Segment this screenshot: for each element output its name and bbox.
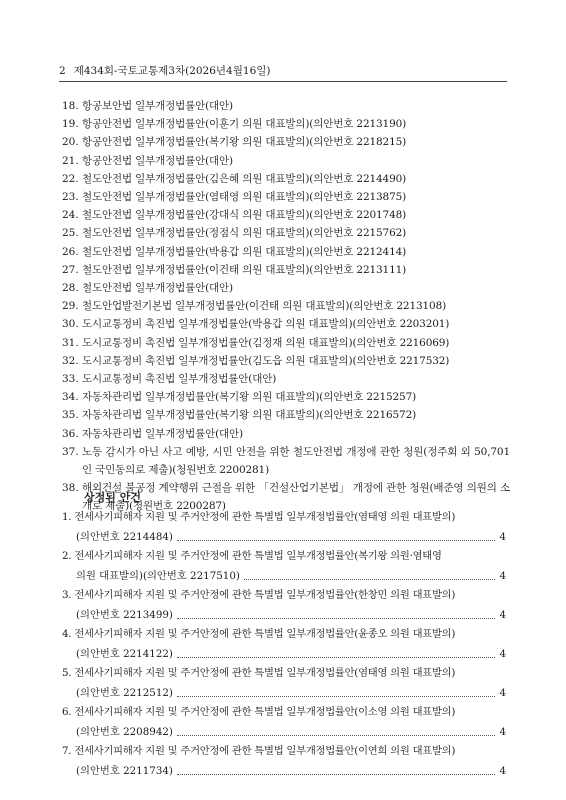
list-item	[62, 188, 510, 206]
item-number: 26.	[62, 245, 79, 258]
item-number: 27.	[62, 263, 79, 276]
list-item	[62, 279, 510, 297]
bill-number: (의안번호 2208942)	[76, 725, 173, 738]
agenda-detail-line	[62, 723, 506, 743]
list-item	[62, 406, 510, 424]
agenda-entry	[62, 664, 506, 703]
page-number: 2	[59, 65, 66, 77]
item-number: 37.	[62, 445, 79, 458]
item-text: 항공안전법 일부개정법률안(대안)	[82, 154, 233, 167]
item-text: 항공안전법 일부개정법률안(복기왕 의원 대표발의)(의안번호 2218215)	[82, 136, 407, 149]
header-rule	[59, 81, 507, 82]
page-ref: 4	[499, 608, 506, 621]
agenda-detail-line	[62, 606, 506, 626]
list-item	[62, 206, 510, 224]
list-item	[62, 152, 510, 170]
page-ref: 4	[499, 686, 506, 699]
item-number: 18.	[62, 100, 79, 112]
page-ref: 4	[499, 647, 506, 660]
bill-number: (의안번호 2214122)	[76, 647, 173, 660]
list-item	[62, 315, 510, 333]
agenda-entry	[62, 742, 506, 781]
item-text: 해외건설 불공정 계약행위 근절을 위한 「건설산업기본법」 개정에 관한 청원(배준영 의원의 소개로 제출)(청원번호 2200287)	[82, 482, 510, 513]
bill-number: (의안번호 2211734)	[76, 764, 173, 777]
page-header	[59, 63, 271, 78]
item-number: 30.	[62, 318, 79, 331]
bill-number: (의안번호 2214484)	[76, 530, 173, 543]
agenda-title: 1. 전세사기피해자 지원 및 주거안정에 관한 특별법 일부개정법률안(염태영 의원 대표발의)	[62, 511, 456, 523]
dot-leader	[177, 606, 495, 620]
agenda-title: 7. 전세사기피해자 지원 및 주거안정에 관한 특별법 일부개정법률안(이연희 의원 대표발의)	[62, 745, 456, 757]
item-text: 철도안전법 일부개정법률안(대안)	[82, 282, 233, 295]
item-number: 28.	[62, 282, 79, 295]
item-number: 35.	[62, 409, 79, 422]
agenda-title: 3. 전세사기피해자 지원 및 주거안정에 관한 특별법 일부개정법률안(한창민 의원 대표발의)	[62, 589, 456, 601]
item-text: 노동 감시가 아닌 사고 예방, 시민 안전을 위한 철도안전법 개정에 관한 청원(정주회 외 50,701인 국민동의로 제출)(청원번호 2200281)	[82, 445, 510, 477]
agenda-title: 2. 전세사기피해자 지원 및 주거안정에 관한 특별법 일부개정법률안(복기왕 의원·염태영	[62, 550, 442, 562]
list-item	[62, 97, 510, 115]
item-number: 29.	[62, 300, 79, 313]
item-text: 자동차관리법 일부개정법률안(복기왕 의원 대표발의)(의안번호 2216572)	[82, 409, 417, 422]
list-item	[62, 443, 510, 479]
item-text: 자동차관리법 일부개정법률안(대안)	[82, 427, 243, 440]
item-text: 철도안전법 일부개정법률안(정점식 의원 대표발의)(의안번호 2215762)	[82, 227, 407, 240]
agenda-entry	[62, 703, 506, 742]
header-title: 제434회-국토교통제3차(2026년4월16일)	[73, 65, 271, 77]
list-item	[62, 352, 510, 370]
page-ref: 4	[499, 569, 506, 582]
item-number: 22.	[62, 172, 79, 185]
item-number: 36.	[62, 427, 79, 440]
item-number: 19.	[62, 118, 79, 131]
agenda-entry	[62, 547, 506, 586]
item-number: 25.	[62, 227, 79, 240]
item-text: 도시교통정비 촉진법 일부개정법률안(김정재 의원 대표발의)(의안번호 2216069)	[82, 336, 450, 349]
bill-number: (의안번호 2212512)	[76, 686, 173, 699]
dot-leader	[244, 567, 496, 581]
item-text: 도시교통정비 촉진법 일부개정법률안(대안)	[82, 373, 277, 386]
agenda-detail-line	[62, 528, 506, 548]
item-text: 자동차관리법 일부개정법률안(복기왕 의원 대표발의)(의안번호 2215257)	[82, 391, 417, 404]
list-item	[62, 334, 510, 352]
item-number: 38.	[62, 482, 79, 495]
item-text: 항공보안법 일부개정법률안(대안)	[82, 100, 233, 112]
item-number: 23.	[62, 191, 79, 204]
page-ref: 4	[499, 764, 506, 777]
agenda-items-list	[62, 97, 510, 516]
item-number: 33.	[62, 373, 79, 386]
bill-number: 의원 대표발의)(의안번호 2217510)	[76, 569, 240, 582]
list-item	[62, 133, 510, 151]
item-text: 항공안전법 일부개정법률안(이훈기 의원 대표발의)(의안번호 2213190)	[82, 118, 407, 131]
bill-number: (의안번호 2213499)	[76, 608, 173, 621]
item-text: 철도안전법 일부개정법률안(김은혜 의원 대표발의)(의안번호 2214490)	[82, 172, 407, 185]
list-item	[62, 115, 510, 133]
list-item	[62, 261, 510, 279]
dot-leader	[177, 528, 495, 542]
item-text: 철도안전법 일부개정법률안(이건태 의원 대표발의)(의안번호 2213111)	[82, 263, 407, 276]
item-number: 21.	[62, 154, 79, 167]
list-item	[62, 425, 510, 443]
item-text: 도시교통정비 촉진법 일부개정법률안(박용갑 의원 대표발의)(의안번호 2203201)	[82, 318, 450, 331]
item-number: 34.	[62, 391, 79, 404]
list-item	[62, 370, 510, 388]
item-text: 철도안업발전기본법 일부개정법률안(이건태 의원 대표발의)(의안번호 2213108)	[82, 300, 447, 313]
submitted-agenda-list	[62, 508, 506, 781]
agenda-detail-line	[62, 567, 506, 587]
list-item	[62, 170, 510, 188]
agenda-title: 6. 전세사기피해자 지원 및 주거안정에 관한 특별법 일부개정법률안(이소영 의원 대표발의)	[62, 706, 456, 718]
list-item	[62, 297, 510, 315]
page-ref: 4	[499, 725, 506, 738]
dot-leader	[177, 684, 495, 698]
agenda-title: 4. 전세사기피해자 지원 및 주거안정에 관한 특별법 일부개정법률안(윤종오 의원 대표발의)	[62, 628, 456, 640]
item-number: 32.	[62, 354, 79, 367]
list-item	[62, 224, 510, 242]
item-text: 철도안전법 일부개정법률안(염태영 의원 대표발의)(의안번호 2213875)	[82, 191, 407, 204]
agenda-entry	[62, 625, 506, 664]
page-ref: 4	[499, 530, 506, 543]
item-text: 철도안전법 일부개정법률안(박용갑 의원 대표발의)(의안번호 2212414)	[82, 245, 407, 258]
agenda-detail-line	[62, 684, 506, 704]
item-number: 20.	[62, 136, 79, 149]
agenda-entry	[62, 586, 506, 625]
dot-leader	[177, 723, 495, 737]
agenda-detail-line	[62, 645, 506, 665]
agenda-title: 5. 전세사기피해자 지원 및 주거안정에 관한 특별법 일부개정법률안(염태영 의원 대표발의)	[62, 667, 456, 679]
list-item	[62, 388, 510, 406]
item-number: 24.	[62, 209, 79, 222]
section-title: 상정된 안건	[84, 491, 141, 504]
dot-leader	[177, 645, 495, 659]
item-text: 철도안전법 일부개정법률안(강대식 의원 대표발의)(의안번호 2201748)	[82, 209, 407, 222]
item-text: 도시교통정비 촉진법 일부개정법률안(김도읍 의원 대표발의)(의안번호 2217532)	[82, 354, 450, 367]
dot-leader	[177, 762, 495, 776]
list-item	[62, 243, 510, 261]
agenda-detail-line	[62, 762, 506, 782]
item-number: 31.	[62, 336, 79, 349]
agenda-entry	[62, 508, 506, 547]
